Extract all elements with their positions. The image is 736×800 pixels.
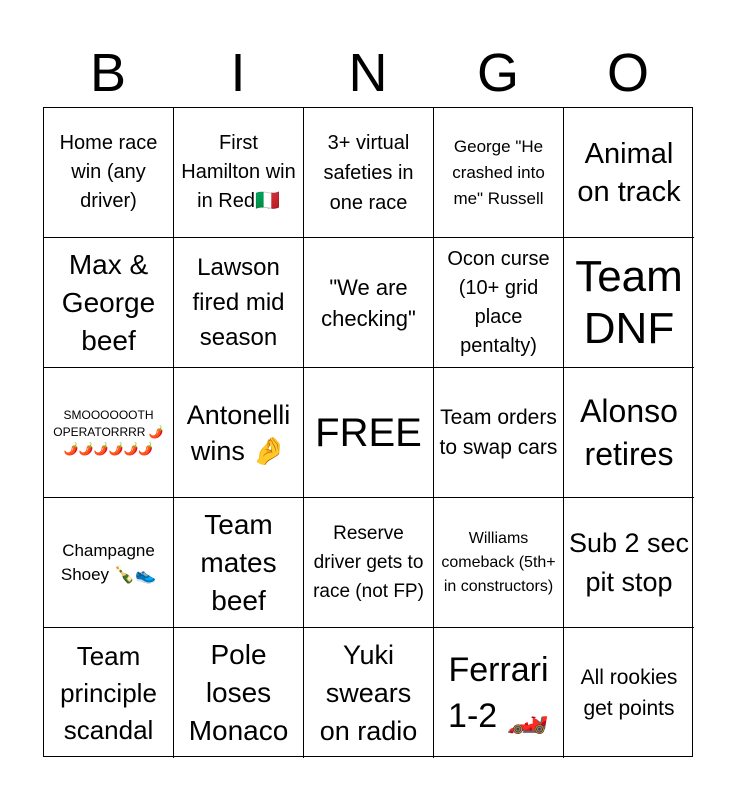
cell-text: Williams comeback (5th+ in constructors): [441, 529, 556, 595]
header-letter-g: G: [476, 43, 519, 103]
cell-text: Champagne Shoey 🍾👟: [60, 540, 157, 584]
cell-text: All rookies get points: [580, 666, 678, 720]
cell-text: Home race win (any driver): [59, 132, 158, 212]
cell-text: Antonelli wins 🤌: [186, 399, 291, 466]
cell-text: Ocon curse (10+ grid place pentalty): [447, 247, 550, 357]
cell-text: Team mates beef: [200, 508, 277, 616]
cell-text: Animal on track: [577, 137, 681, 208]
cell-text: SMOOOOOOTH OPERATORRRR 🌶️🌶️🌶️🌶️🌶️🌶️🌶️: [53, 408, 164, 456]
bingo-grid: [43, 107, 693, 757]
cell-text: Max & George beef: [61, 248, 156, 356]
bingo-cell[interactable]: [304, 238, 434, 368]
cell-text: George "He crashed into me" Russell: [452, 136, 545, 208]
cell-text: 3+ virtual safeties in one race: [323, 131, 414, 214]
bingo-cell[interactable]: [564, 108, 694, 238]
bingo-cell[interactable]: [564, 368, 694, 498]
cell-text: Team DNF: [575, 251, 683, 353]
cell-text: Lawson fired mid season: [192, 254, 285, 351]
bingo-cell[interactable]: [564, 238, 694, 368]
bingo-cell[interactable]: [174, 368, 304, 498]
bingo-cell[interactable]: [44, 498, 174, 628]
cell-text: Team orders to swap cars: [439, 405, 558, 459]
bingo-cell[interactable]: [434, 628, 564, 758]
header-letter-b: B: [89, 43, 127, 103]
cell-text: Yuki swears on radio: [319, 640, 418, 746]
cell-text: FREE: [315, 410, 422, 455]
bingo-cell[interactable]: [44, 108, 174, 238]
cell-text: Reserve driver gets to race (not FP): [313, 523, 424, 602]
bingo-cell[interactable]: [304, 628, 434, 758]
cell-text: First Hamilton win in Red🇮🇹: [181, 132, 296, 212]
bingo-cell[interactable]: [304, 498, 434, 628]
cell-text: "We are checking": [321, 274, 416, 331]
bingo-cell[interactable]: [434, 238, 564, 368]
bingo-cell[interactable]: [304, 108, 434, 238]
bingo-cell[interactable]: [44, 628, 174, 758]
bingo-cell[interactable]: [564, 628, 694, 758]
cell-text: Pole loses Monaco: [188, 639, 289, 746]
bingo-cell[interactable]: [44, 368, 174, 498]
bingo-cell[interactable]: [434, 498, 564, 628]
bingo-cell[interactable]: [174, 628, 304, 758]
header-letter-i: I: [230, 43, 246, 103]
bingo-cell[interactable]: [44, 238, 174, 368]
bingo-header: [43, 40, 693, 106]
bingo-cell[interactable]: [174, 108, 304, 238]
header-letter-n: N: [348, 43, 388, 103]
bingo-cell[interactable]: [434, 368, 564, 498]
bingo-cell[interactable]: [434, 108, 564, 238]
bingo-cell[interactable]: [174, 498, 304, 628]
bingo-cell[interactable]: [174, 238, 304, 368]
bingo-cell[interactable]: [564, 498, 694, 628]
cell-text: Alonso retires: [580, 392, 678, 472]
cell-text: Ferrari 1-2 🏎️: [448, 651, 549, 735]
cell-text: Team principle scandal: [60, 640, 157, 745]
free-space[interactable]: [304, 368, 434, 498]
header-letter-o: O: [606, 43, 649, 103]
cell-text: Sub 2 sec pit stop: [568, 527, 690, 597]
